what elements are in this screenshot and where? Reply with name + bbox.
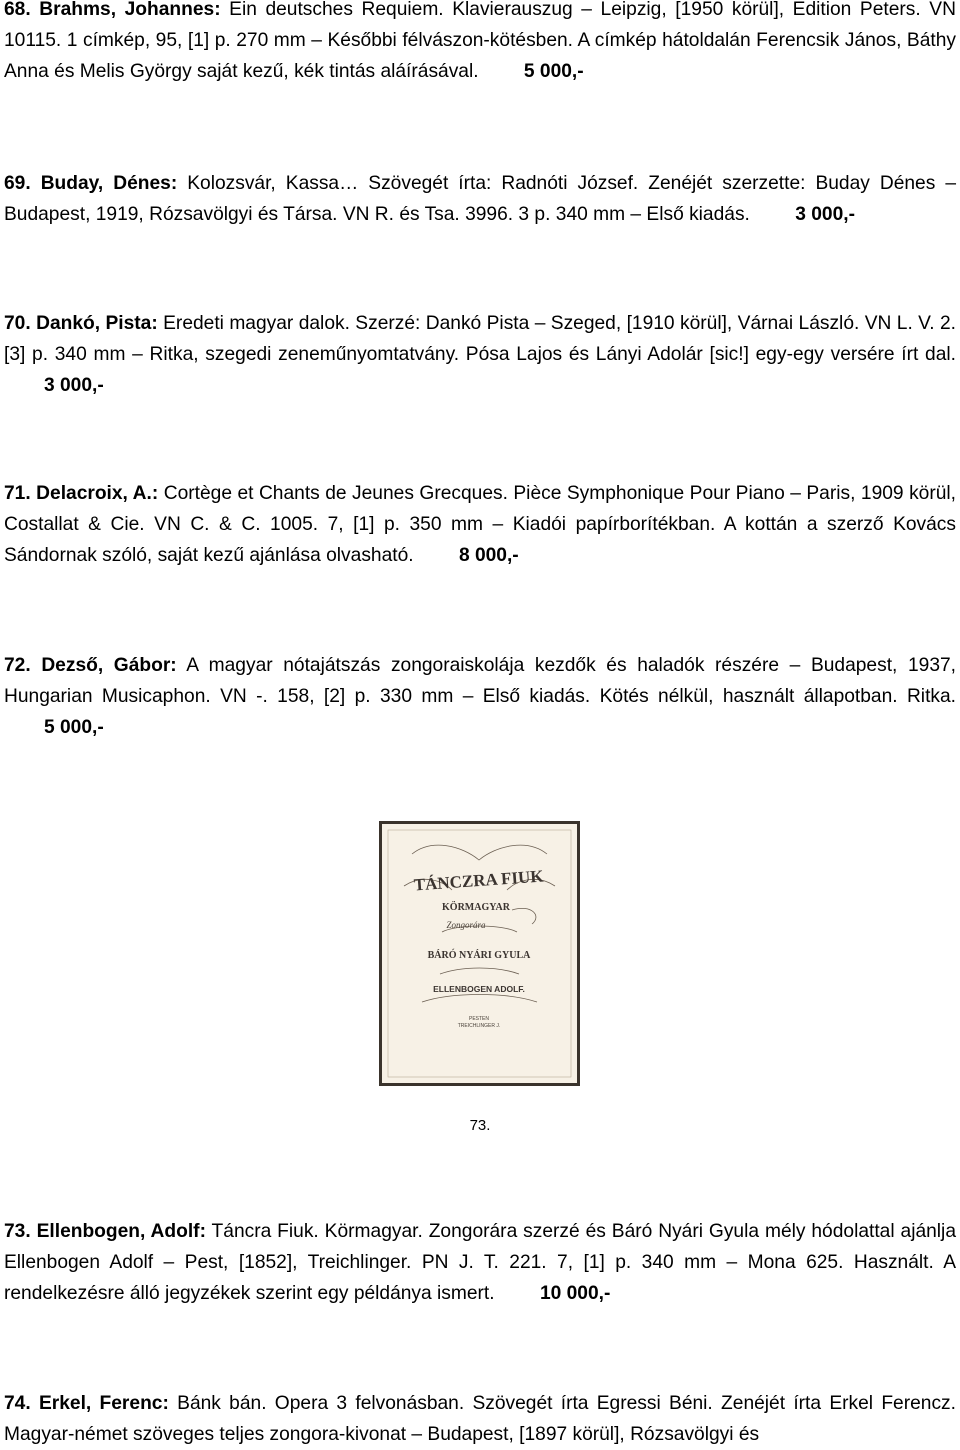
entry-74 [4,1388,956,1450]
entry-price: 3 000,- [44,375,104,396]
cover-dedicatee: BÁRÓ NYÁRI GYULA [427,950,531,961]
entry-text: Ein deutsches Requiem. Klavierauszug – Leipzig, [1950 körül], Edition Peters. VN 10115. 1 címkép, 95, [1] p. 270 mm – Későbbi félvászon-kötésben. A címkép hátoldalán Ferencsik János, Báthy Anna és Melis György saját kezű, kék tintás aláírásával. [4,0,956,82]
entry-price: 10 000,- [539,1283,611,1304]
cover-subtitle: KÖRMAGYAR [442,902,510,913]
entry-price: 8 000,- [458,545,519,566]
entry-author: Delacroix, A.: [36,483,159,504]
entry-number: 70. [4,313,31,334]
entry-price: 5 000,- [523,61,584,82]
entry-number: 68. [4,0,31,20]
entry-price: 3 000,- [795,204,855,225]
entry-68 [4,0,956,87]
entry-number: 72. [4,655,31,676]
cover-publisher-city: PESTEN [468,1016,490,1022]
entry-author: Brahms, Johannes: [39,0,221,20]
entry-number: 71. [4,483,31,504]
entry-author: Ellenbogen, Adolf: [36,1221,206,1242]
entry-text: Bánk bán. Opera 3 felvonásban. Szövegét írta Egressi Béni. Zenéjét írta Erkel Ferencz. Magyar-német szöveges teljes zongora-kivonat – Budapest, [1897 körül], Rózsavölgyi és [4,1393,956,1445]
entry-text: A magyar nótajátszás zongoraiskolája kezdők és haladók részére – Budapest, 1937, Hungarian Musicaphon. VN -. 158, [2] p. 330 mm – Első kiadás. Kötés nélkül, használt állapotban. Ritka. [4,655,956,707]
entry-author: Erkel, Ferenc: [38,1393,169,1414]
entry-author: Dankó, Pista: [36,313,158,334]
entry-69 [4,168,956,230]
entry-price: 5 000,- [44,717,104,738]
cover-instrument: Zongorára [446,920,486,930]
entry-text: Kolozsvár, Kassa… Szövegét írta: Radnóti József. Zenéjét szerzette: Buday Dénes – Budapest, 1919, Rózsavölgyi és Társa. VN R. és Tsa. 3996. 3 p. 340 mm – Első kiadás. [4,173,956,225]
entry-73 [4,1216,956,1309]
score-cover-image [379,821,580,1086]
score-cover-illustration [382,824,577,1083]
entry-text: Eredeti magyar dalok. Szerzé: Dankó Pista – Szeged, [1910 körül], Várnai László. VN L. V. 2. [3] p. 340 mm – Ritka, szegedi zeneműnyomtatvány. Pósa Lajos és Lányi Adolár [sic!] egy-egy versére írt dal. [4,313,956,365]
entry-70 [4,308,956,401]
figure-caption: 73. [469,1117,491,1134]
entry-text: Táncra Fiuk. Körmagyar. Zongorára szerzé és Báró Nyári Gyula mély hódolattal ajánlja Ellenbogen Adolf – Pest, [1852], Treichlinger. PN J. T. 221. 7, [1] p. 340 mm – Mona 625. Használt. A rendelkezésre álló jegyzékek szerint egy példánya ismert. [4,1221,956,1304]
entry-71 [4,478,956,571]
entry-author: Dezső, Gábor: [41,655,177,676]
entry-number: 73. [4,1221,31,1242]
entry-text: Cortège et Chants de Jeunes Grecques. Pièce Symphonique Pour Piano – Paris, 1909 körül, Costallat & Cie. VN C. & C. 1005. 7, [1] p. 350 mm – Kiadói papírborítékban. A kottán a szerző Kovács Sándornak szóló, saját kezű ajánlása olvasható. [4,483,956,566]
entry-72 [4,650,956,743]
cover-composer: ELLENBOGEN ADOLF. [433,984,525,994]
entry-number: 69. [4,173,31,194]
entry-author: Buday, Dénes: [40,173,178,194]
cover-title: TÁNCZRA FIUK [413,866,545,895]
cover-publisher: TREICHLINGER J. [457,1023,501,1029]
entry-number: 74. [4,1393,31,1414]
